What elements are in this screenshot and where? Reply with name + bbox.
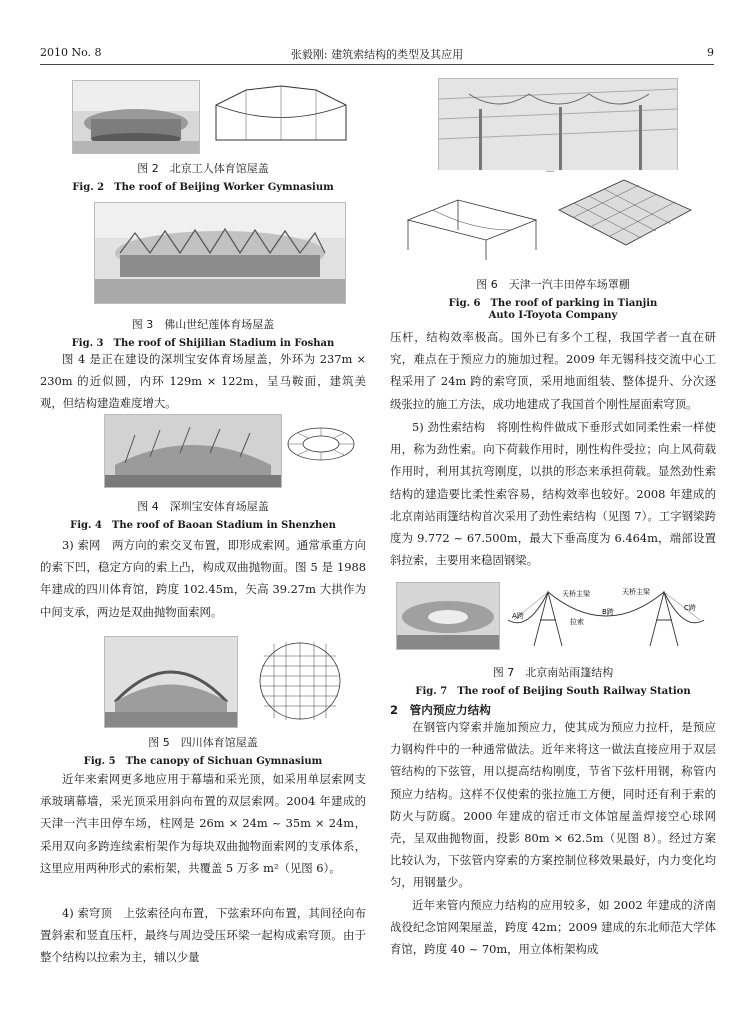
fig6-structure-drawing-b <box>554 170 696 260</box>
fig5-caption-cn: 图 5 四川体育馆屋盖 <box>148 736 258 749</box>
fig7-label-span-a: A跨 <box>512 612 524 620</box>
fig2-section-drawing <box>206 80 356 152</box>
fig7-label-main-beam-right: 天桥主梁 <box>622 588 650 596</box>
fig6-photo <box>438 78 678 172</box>
section-heading-2: 2 管内预应力结构 <box>390 703 491 717</box>
fig7-label-span-c: C跨 <box>684 604 696 612</box>
right-paragraph-1: 压杆，结构效率极高。国外已有多个工程，我国学者一直在研究，难点在于预应力的施加过程。2009 年无锡科技交流中心工程采用了 24m 跨的索穹顶，采用地面组装、整体提升、分次逐级张拉的施工方法，成功地建成了我国首个刚性屋面索穹顶。 <box>390 330 716 411</box>
right-paragraph-2: 5) 劲性索结构 将刚性构件做成下垂形式如同柔性索一样使用，称为劲性索。向下荷载作用时，刚性构件受拉；向上风荷载作用时，利用其抗弯刚度，以拱的形态来承担荷载。显然劲性索结构的建造要比柔性索容易，结构效率也较好。2008 年建成的北京南站雨篷结构首次采用了劲性索结构（见图 7）。工字钢梁跨度为 9.772 ~ 67.500m，最大下垂高度为 6.464m，端部设置斜拉索，主要用来稳固钢梁。 <box>390 420 716 568</box>
fig7-label-span-b: B跨 <box>602 608 614 616</box>
fig6-caption-cn: 图 6 天津一汽丰田停车场罩棚 <box>476 278 630 291</box>
journal-issue: 2010 No. 8 <box>40 46 102 59</box>
fig4-caption-cn: 图 4 深圳宝安体育场屋盖 <box>137 500 269 513</box>
fig6-caption-en-line1: Fig. 6 The roof of parking in Tianjin <box>448 298 658 309</box>
fig7-label-cable: 拉索 <box>570 618 584 626</box>
fig5-photo <box>104 636 238 728</box>
fig4-caption-en: Fig. 4 The roof of Baoan Stadium in Shenzhen <box>70 520 336 531</box>
page-number: 9 <box>707 46 714 59</box>
left-paragraph-4: 4) 索穹顶 上弦索径向布置，下弦索环向布置，其间径向布置斜索和竖直压杆，最终与周边受压环梁一起构成索穹顶。由于整个结构以拉索为主，辅以少量 <box>40 906 366 965</box>
running-title: 张毅刚: 建筑索结构的类型及其应用 <box>290 48 464 61</box>
fig7-photo <box>396 582 500 650</box>
right-paragraph-4: 近年来管内预应力结构的应用较多，如 2002 年建成的济南战役纪念馆网架屋盖，跨度 42m；2009 建成的东北师范大学体育馆，跨度 40 ~ 70m，用立体桁架构成 <box>390 898 716 957</box>
running-header <box>40 44 714 65</box>
fig4-photo <box>104 414 282 488</box>
fig2-photo <box>72 80 200 154</box>
fig4-model-drawing <box>284 414 358 486</box>
fig7-caption-cn: 图 7 北京南站雨篷结构 <box>492 666 614 679</box>
fig6-caption-en-line2: Auto I-Toyota Company <box>488 310 618 321</box>
left-paragraph-2: 3) 索网 两方向的索交叉布置，即形成索网。通常承重方向的索下凹，稳定方向的索上凸，构成双曲抛物面。图 5 是 1988 年建成的四川体育馆，跨度 102.45m，矢高 39.27m 大拱作为中间支承，两边是双曲抛物面索网。 <box>40 538 366 619</box>
fig3-photo <box>94 202 346 304</box>
fig7-label-main-beam-left: 天桥主梁 <box>562 590 590 598</box>
fig5-caption-en: Fig. 5 The canopy of Sichuan Gymnasium <box>83 756 323 767</box>
fig7-structure-drawing <box>504 580 708 650</box>
fig7-caption-en: Fig. 7 The roof of Beijing South Railway Station <box>415 686 691 697</box>
fig3-caption-en: Fig. 3 The roof of Shijilian Stadium in Foshan <box>71 338 335 349</box>
fig6-structure-drawing-a <box>398 170 546 260</box>
fig2-caption-en: Fig. 2 The roof of Beijing Worker Gymnasium <box>72 182 334 193</box>
left-paragraph-3: 近年来索网更多地应用于幕墙和采光顶，如采用单层索网支承玻璃幕墙，采光顶采用斜向布置的双层索网。2004 年建成的天津一汽丰田停车场，柱网是 26m × 24m ~ 35m × 24m，采用双向多跨连续索桁架作为每块双曲抛物面索网的支承体系，这里应用两种形式的索桁架，共覆盖 5 万多 m²（见图 6）。 <box>40 772 366 875</box>
fig3-caption-cn: 图 3 佛山世纪莲体育场屋盖 <box>131 318 275 331</box>
fig2-caption-cn: 图 2 北京工人体育馆屋盖 <box>137 162 269 175</box>
right-paragraph-3: 在钢管内穿索并施加预应力，使其成为预应力拉杆，是预应力钢构件中的一种通常做法。近年来将这一做法直接应用于双层管结构的下弦管，用以提高结构刚度，节省下弦杆用钢，称管内预应力结构。这样不仅使索的张拉施工方便，同时还有利于索的防火与防腐。2000 年建成的宿迁市文体馆屋盖焊接空心球网壳，呈双曲抛物面，投影 80m × 62.5m（见图 8）。经过方案比较认为，下弦管内穿索的方案控制位移效果最好，内力变化均匀，用钢量少。 <box>390 720 716 890</box>
fig5-plan-drawing <box>244 636 356 726</box>
left-paragraph-1: 图 4 是正在建设的深圳宝安体育场屋盖，外环为 237m × 230m 的近似圆，内环 129m × 122m，呈马鞍面，建筑美观，但结构建造难度增大。 <box>40 352 366 411</box>
